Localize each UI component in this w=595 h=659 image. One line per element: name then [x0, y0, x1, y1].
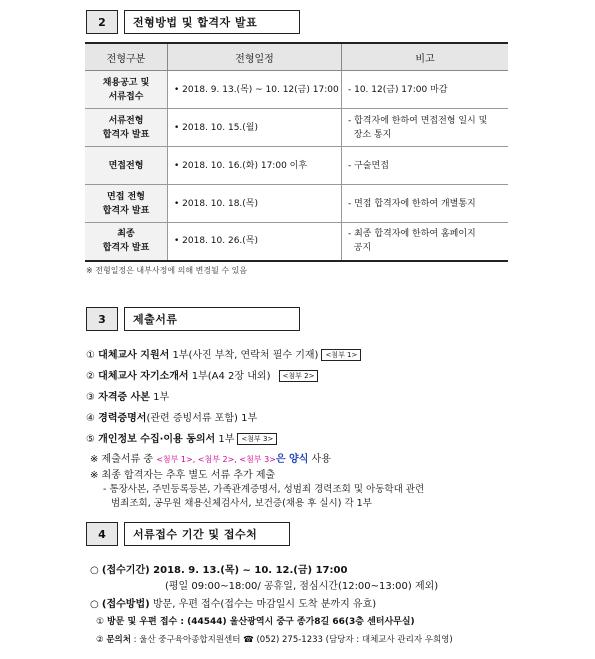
attachment-tag: <첨부 1> — [321, 349, 361, 361]
col-header-category: 전형구분 — [85, 43, 168, 71]
row-category: 채용공고 및 서류접수 — [85, 71, 168, 109]
section2-title: 전형방법 및 합격자 발표 — [124, 10, 300, 34]
table-row — [85, 109, 508, 147]
table-row — [85, 185, 508, 223]
section3-title: 제출서류 — [124, 307, 300, 331]
row-category: 면접 전형 합격자 발표 — [85, 185, 168, 223]
attachment-tag: <첨부 2> — [279, 370, 319, 382]
form-usage-note: ※ 제출서류 중 <첨부 1>, <첨부 2>, <첨부 3>은 양식 사용 — [90, 454, 331, 465]
application-method: ○ (접수방법) 방문, 우편 접수(접수는 마감일시 도착 분까지 유효) — [90, 599, 377, 610]
row-note: - 10. 12(금) 17:00 마감 — [342, 71, 509, 109]
document-item: ④ 경력증명서(관련 증빙서류 포함) 1부 — [86, 413, 258, 424]
row-date: • 2018. 10. 16.(화) 17:00 이후 — [168, 147, 342, 185]
row-category: 면접전형 — [85, 147, 168, 185]
section2-header — [86, 10, 300, 34]
schedule-header-row — [85, 43, 508, 71]
application-period: ○ (접수기간) 2018. 9. 13.(목) ~ 10. 12.(금) 17:00 — [90, 565, 348, 576]
row-note: - 합격자에 한하여 면접전형 일시 및 장소 통지 — [342, 109, 509, 147]
application-address: ① 방문 및 우편 접수 : (44544) 울산광역시 중구 종가8길 66(3층 센터사무실) — [96, 617, 415, 627]
row-date: • 2018. 9. 13.(목) ~ 10. 12(금) 17:00 — [168, 71, 342, 109]
table-row — [85, 71, 508, 109]
row-note: - 면접 합격자에 한하여 개별통지 — [342, 185, 509, 223]
col-header-schedule: 전형일정 — [168, 43, 342, 71]
application-period-detail: (평일 09:00~18:00/ 공휴일, 점심시간(12:00~13:00) 제외) — [165, 581, 439, 592]
attachment-tag: <첨부 3> — [237, 433, 277, 445]
contact-info: ② 문의처 : 울산 중구육아종합지원센터 ☎ (052) 275-1233 (담당자 : 대체교사 관리자 우희영) — [96, 635, 453, 645]
section3-header — [86, 307, 300, 331]
row-date: • 2018. 10. 15.(월) — [168, 109, 342, 147]
table-row — [85, 223, 508, 261]
table-row — [85, 147, 508, 185]
document-item: ① 대체교사 지원서 1부(사진 부착, 연락처 필수 기재) <첨부 1> — [86, 346, 361, 361]
row-category: 최종 합격자 발표 — [85, 223, 168, 261]
additional-docs-note: ※ 최종 합격자는 추후 별도 서류 추가 제출 — [90, 470, 276, 481]
section4-header — [86, 522, 290, 546]
section2-number: 2 — [86, 10, 118, 34]
row-category: 서류전형 합격자 발표 — [85, 109, 168, 147]
section4-title: 서류접수 기간 및 접수처 — [124, 522, 290, 546]
row-date: • 2018. 10. 18.(목) — [168, 185, 342, 223]
row-date: • 2018. 10. 26.(목) — [168, 223, 342, 261]
section3-number: 3 — [86, 307, 118, 331]
document-item: ⑤ 개인정보 수집·이용 동의서 1부 <첨부 3> — [86, 430, 277, 445]
col-header-note: 비고 — [342, 43, 509, 71]
document-item: ③ 자격증 사본 1부 — [86, 392, 170, 403]
additional-docs-list: - 통장사본, 주민등록등본, 가족관계증명서, 성범죄 경력조회 및 아동학대 관련 — [103, 484, 425, 495]
row-note: - 최종 합격자에 한하여 홈페이지 공지 — [342, 223, 509, 261]
row-note: - 구술면접 — [342, 147, 509, 185]
document-item: ② 대체교사 자기소개서 1부(A4 2장 내외) <첨부 2> — [86, 367, 318, 382]
schedule-table — [85, 42, 508, 262]
section4-number: 4 — [86, 522, 118, 546]
additional-docs-list-cont: 범죄조회, 공무원 채용신체검사서, 보건증(채용 후 실시) 각 1부 — [111, 498, 372, 509]
schedule-footnote: ※ 전형일정은 내부사정에 의해 변경될 수 있음 — [86, 266, 248, 275]
